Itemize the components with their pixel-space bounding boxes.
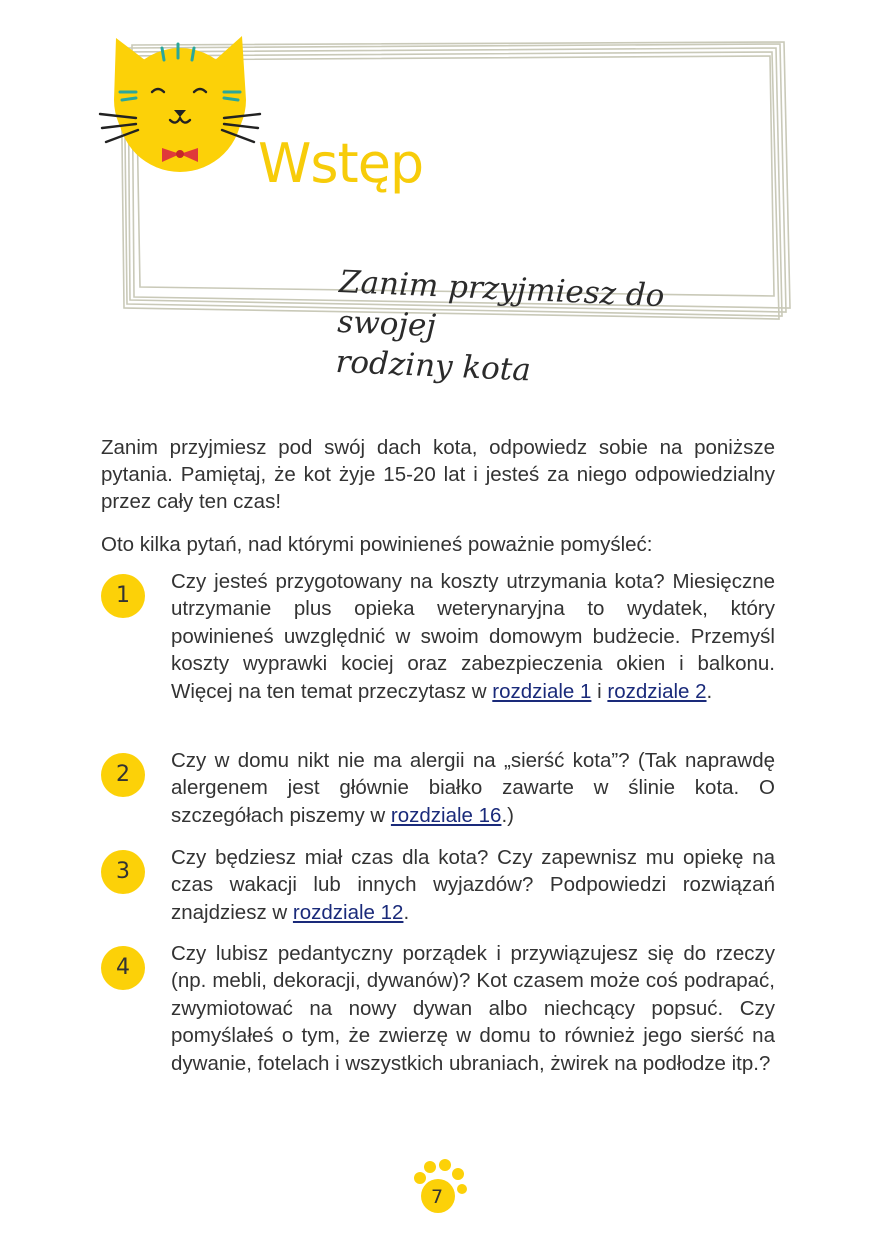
page-number: 7 [430,1186,444,1208]
question-text: Czy jesteś przygotowany na koszty utrzymania kota? Miesięczne utrzymanie plus opieka weterynaryjna to wydatek, który powinieneś uwzględnić w swoim domowym budżecie. Przemyśl koszty wyprawki kociej oraz zabezpieczenia okien i balkonu. Więcej na ten temat przeczytasz w rozdziale 1 i rozdziale 2. [171,570,775,703]
number-badge: 4 [101,946,145,990]
handwritten-subtitle [335,262,720,398]
page-title: Wstęp [258,132,424,195]
number-badge: 2 [101,753,145,797]
cat-mascot-icon [96,30,266,180]
subtitle-line-2: rodziny kota [334,343,532,389]
chapter-link-12[interactable]: rozdziale 12 [292,900,404,924]
lead-paragraph: Oto kilka pytań, nad którymi powinieneś poważnie pomyśleć: [101,533,653,556]
chapter-link-1[interactable]: rozdziale 1 [492,679,592,703]
intro-paragraph: Zanim przyjmiesz pod swój dach kota, odpowiedz sobie na poniższe pytania. Pamiętaj, że kot żyje 15-20 lat i jesteś za niego odpowiedzialny przez cały ten czas! [101,436,775,513]
question-text: Czy będziesz miał czas dla kota? Czy zapewnisz mu opiekę na czas wakacji lub innych wyjazdów? Podpowiedzi rozwiązań znajdziesz w rozdziale 12. [171,846,775,924]
chapter-link-16[interactable]: rozdziale 16 [390,803,502,827]
question-text: Czy w domu nikt nie ma alergii na „sierść kota”? (Tak naprawdę alergenem jest głównie białko zawarte w ślinie kota. O szczegółach piszemy w rozdziale 16.) [171,749,775,827]
question-text: Czy lubisz pedantyczny porządek i przywiązujesz się do rzeczy (np. mebli, dekoracji, dywanów)? Kot czasem może coś podrapać, zwymiotować na nowy dywan albo niechcący popsuć. Czy pomyślałeś o tym, że zwierzę w domu to również jego sierść na dywanie, fotelach i wszystkich ubraniach, żwirek na podłodze itp.? [171,942,775,1075]
number-badge: 1 [101,574,145,618]
number-badge: 3 [101,850,145,894]
subtitle-line-1: Zanim przyjmiesz do swojej [336,263,666,345]
chapter-link-2[interactable]: rozdziale 2 [607,679,707,703]
